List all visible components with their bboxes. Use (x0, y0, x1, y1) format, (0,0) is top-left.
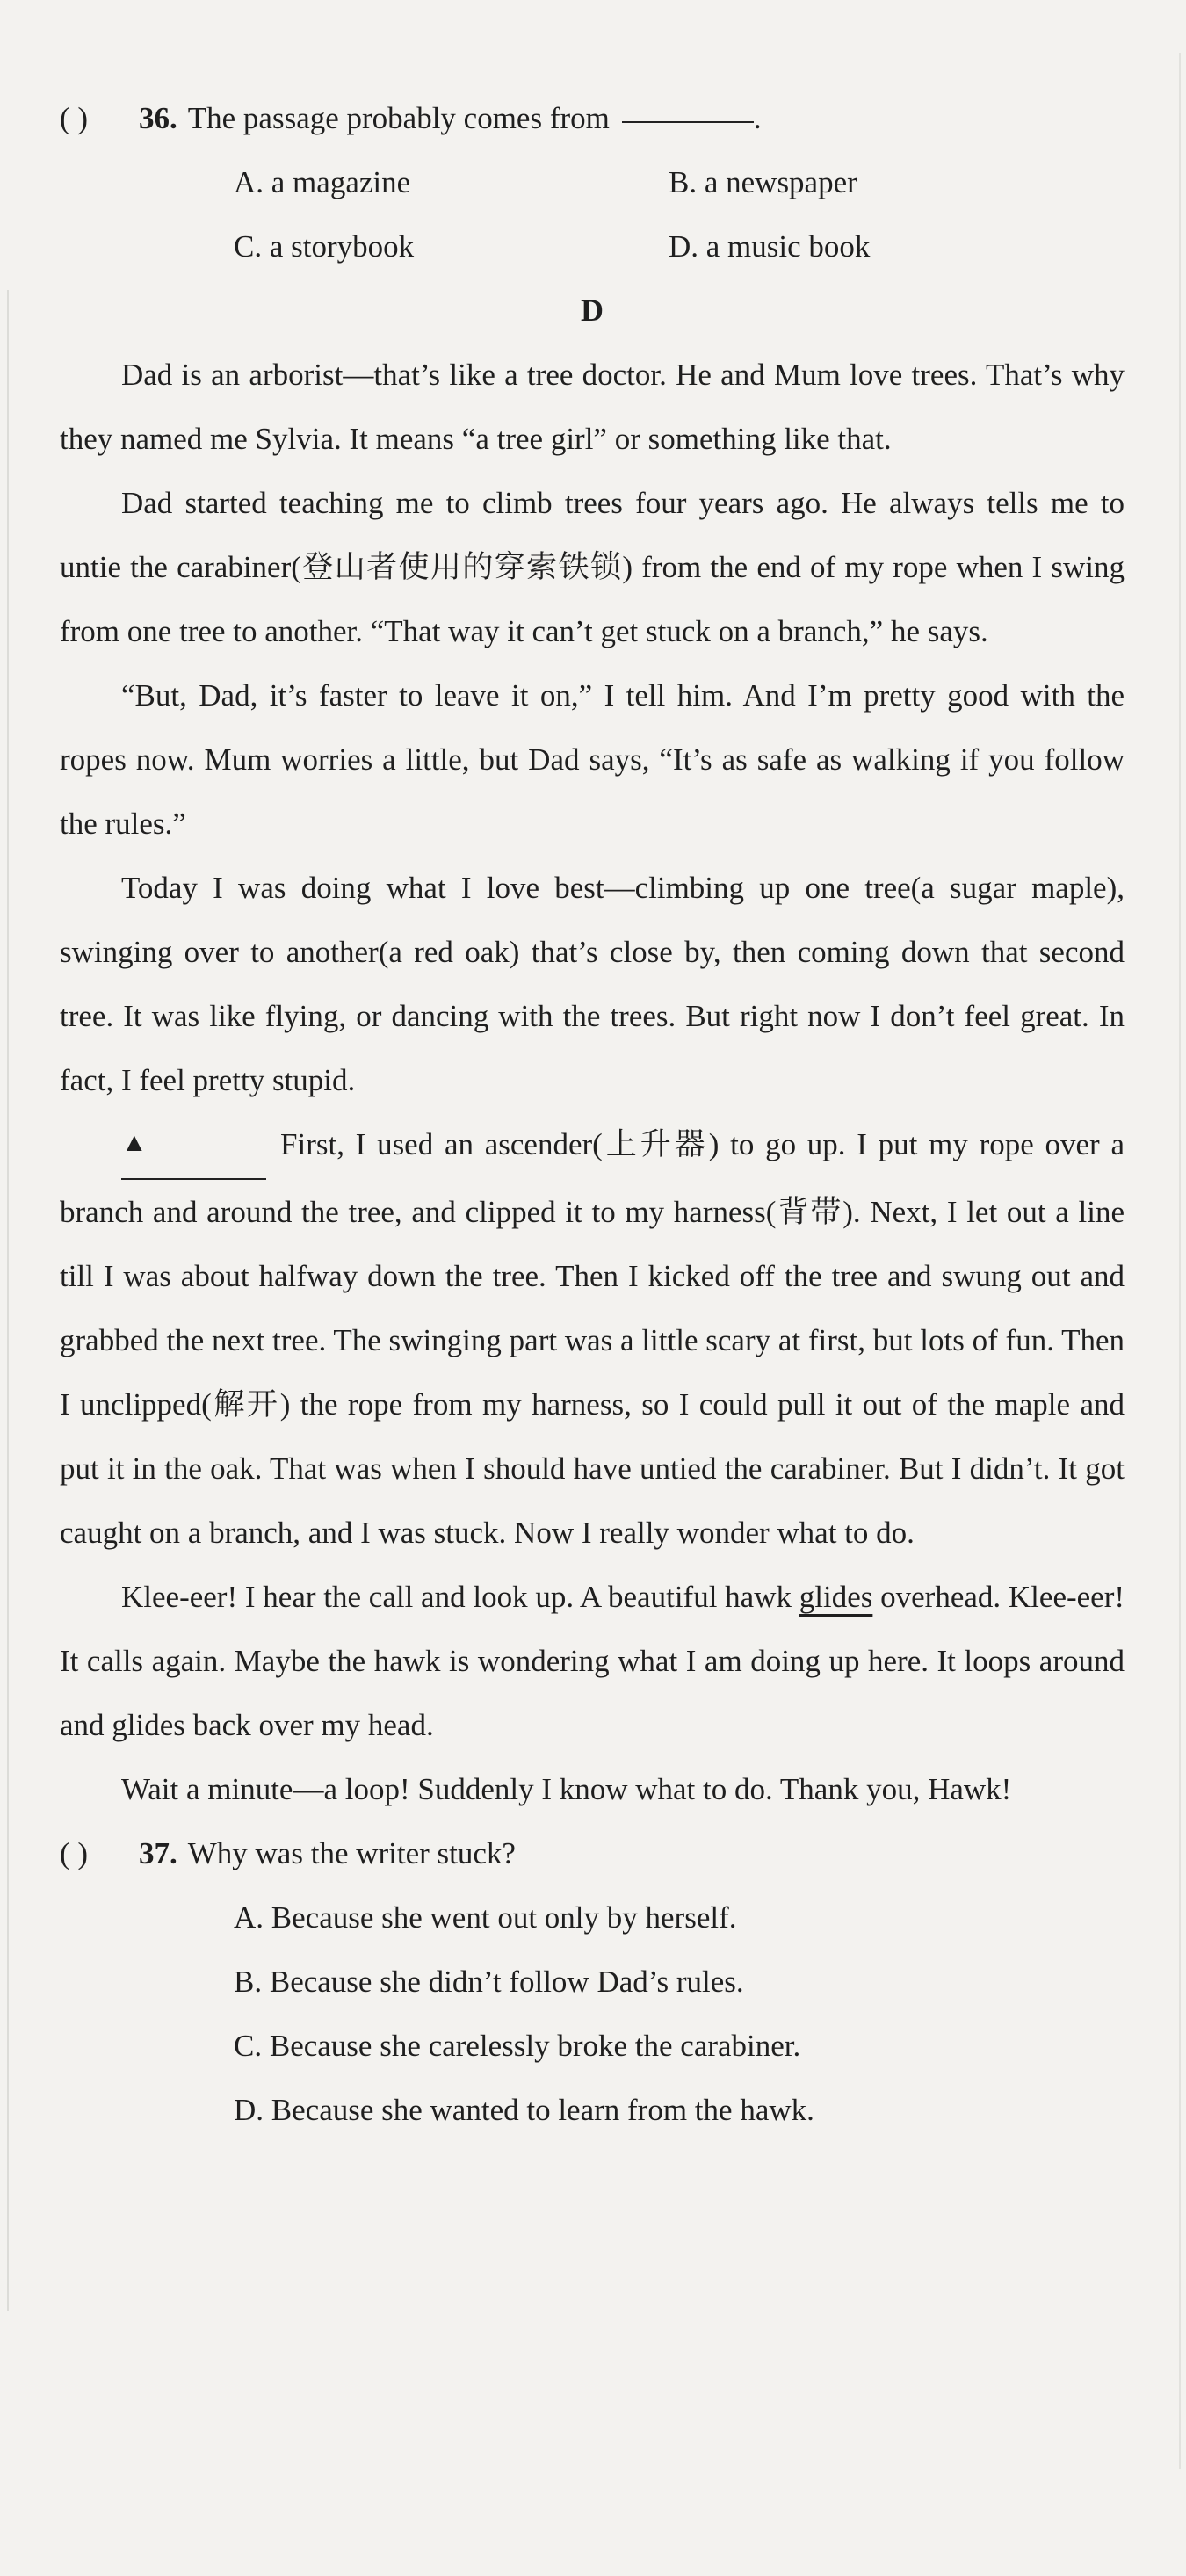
option-37-c[interactable]: C. Because she carelessly broke the carabiner. (234, 2029, 801, 2063)
question-number-36: 36. (139, 101, 177, 135)
question-36 (60, 86, 1125, 150)
paragraph-4: Today I was doing what I love best—climbing up one tree(a sugar maple), swinging over to another(a red oak) that’s close by, then coming down that second tree. It was like flying, or dancing with the trees. But right now I don’t feel great. In fact, I feel pretty stupid. (60, 871, 1125, 1097)
left-margin-rule (7, 290, 9, 2311)
paragraph-6-before: Klee-eer! I hear the call and look up. A beautiful hawk (121, 1580, 792, 1614)
answer-bracket-37[interactable]: ( ) (60, 1836, 89, 1870)
paragraph-1: Dad is an arborist—that’s like a tree doctor. He and Mum love trees. That’s why they named me Sylvia. It means “a tree girl” or something like that. (60, 358, 1125, 456)
paragraph-7: Wait a minute—a loop! Suddenly I know what to do. Thank you, Hawk! (121, 1772, 1012, 1806)
paragraph-3: “But, Dad, it’s faster to leave it on,” I tell him. And I’m pretty good with the ropes now. Mum worries a little, but Dad says, “It’s as safe as walking if you follow the rules.” (60, 678, 1125, 841)
option-36-d[interactable]: D. a music book (669, 229, 871, 264)
underlined-word-glides: glides (799, 1580, 873, 1614)
paragraph-2: Dad started teaching me to climb trees four years ago. He always tells me to untie the carabiner(登山者使用的穿索铁锁) from the end of my rope when I swing from one tree to another. “That way it can’t get stuck on a branch,” he says. (60, 486, 1125, 648)
question-stem-37: Why was the writer stuck? (187, 1836, 516, 1870)
right-edge-rule (1179, 53, 1181, 2469)
option-37-d[interactable]: D. Because she wanted to learn from the hawk. (234, 2093, 814, 2127)
section-title: D (581, 293, 604, 328)
answer-blank-36 (622, 121, 754, 123)
option-37-a[interactable]: A. Because she went out only by herself. (234, 1900, 737, 1935)
question-37 (60, 1821, 1125, 1885)
question-end-36: . (753, 101, 762, 135)
options-36 (60, 150, 1125, 279)
paragraph-5-text: First, I used an ascender(上升器) to go up. I put my rope over a branch and around the tree, and clipped it to my harness(背带). Next, I let out a line till I was about halfway down the tree. Then I kicked off the tree and swung out and grabbed the next tree. The swinging part was a little scary at first, but lots of fun. Then I unclipped(解开) the rope from my harness, so I could pull it out of the maple and put it in the oak. That was when I should have untied the carabiner. But I didn’t. It got caught on a branch, and I was stuck. Now I really wonder what to do. (60, 1127, 1125, 1550)
option-36-c[interactable]: C. a storybook (234, 229, 415, 264)
answer-bracket-36[interactable]: ( ) (60, 101, 89, 135)
paragraph-6-after: overhead. Klee-eer! It calls again. Maybe the hawk is wondering what I am doing up here. It loops around and glides back over my head. (60, 1580, 1125, 1742)
paragraph-6 (60, 1565, 1125, 1757)
answer-blank-triangle[interactable] (121, 1112, 266, 1180)
option-37-b[interactable]: B. Because she didn’t follow Dad’s rules. (234, 1965, 744, 1999)
triangle-icon: ▲ (121, 1128, 148, 1157)
paragraph-5-blank (60, 1112, 1125, 1565)
options-37 (60, 1885, 1125, 2142)
option-36-a[interactable]: A. a magazine (234, 165, 411, 199)
question-stem-36: The passage probably comes from (187, 101, 610, 135)
question-number-37: 37. (139, 1836, 177, 1870)
option-36-b[interactable]: B. a newspaper (669, 165, 857, 199)
